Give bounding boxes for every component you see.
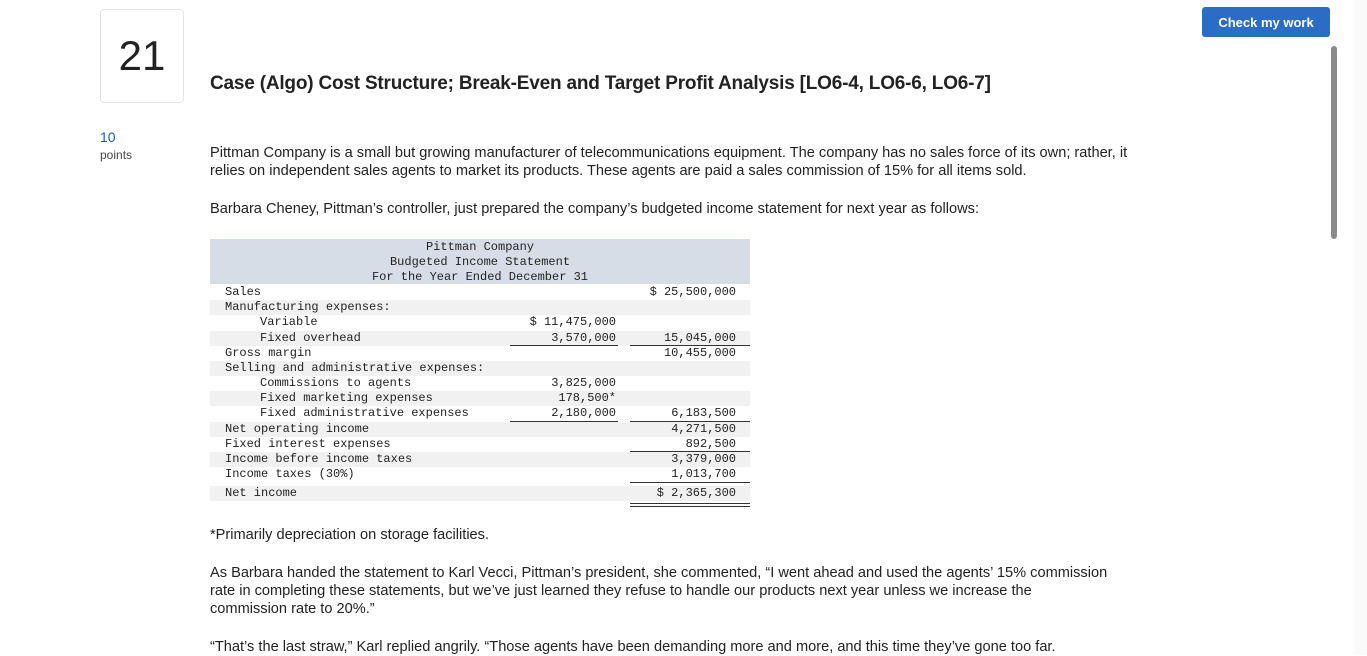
controller-paragraph: Barbara Cheney, Pittman’s controller, just prepared the company’s budgeted income statement for next year as follows:	[210, 201, 980, 217]
row-label: Fixed interest expenses	[225, 437, 391, 451]
row-label: Commissions to agents	[260, 376, 412, 390]
table-row	[210, 361, 750, 376]
row-label: Fixed overhead	[260, 331, 361, 345]
agent-paragraph: As Barbara handed the statement to Karl Vecci, Pittman’s president, she commented, “I went ahead and used the agents’ 15% commission rate in completing these statements, but we’ve just learned they refuse to handle our products next year unless we increase the commission rate to 20%.”	[210, 565, 1108, 617]
table-row	[210, 391, 750, 406]
points-value: 10	[100, 129, 116, 145]
statement-period: For the Year Ended December 31	[371, 270, 589, 284]
row-total: 15,045,000	[663, 331, 736, 345]
statement-company: Pittman Company	[425, 240, 535, 254]
row-amount: 2,180,000	[551, 406, 616, 420]
row-label: Variable	[260, 315, 318, 329]
table-row	[210, 452, 750, 467]
statement-heading	[210, 239, 750, 284]
subtotal-rule	[510, 345, 618, 346]
row-label: Net operating income	[225, 422, 370, 436]
scrollbar-track[interactable]	[1355, 0, 1367, 655]
subtotal-rule	[510, 421, 618, 422]
row-label: Net income	[225, 486, 298, 500]
table-row	[210, 285, 750, 300]
table-row	[210, 315, 750, 330]
reply-paragraph: “That’s the last straw,” Karl replied angrily. “Those agents have been demanding more and more, and this time they’ve gone too far.	[210, 639, 1056, 655]
check-my-work-button[interactable]: Check my work	[1202, 7, 1330, 37]
table-row	[210, 486, 750, 501]
table-row	[210, 376, 750, 391]
subtotal-rule	[630, 345, 750, 346]
row-amount: 178,500*	[558, 391, 616, 405]
table-row	[210, 437, 750, 452]
row-total: 6,183,500	[671, 406, 736, 420]
points-label: points	[100, 148, 133, 162]
subtotal-rule	[630, 421, 750, 422]
row-amount: 3,570,000	[551, 331, 616, 345]
row-label: Income before income taxes	[225, 452, 413, 466]
row-total: $ 2,365,300	[656, 486, 736, 500]
table-row	[210, 467, 750, 482]
subtotal-rule	[630, 482, 750, 483]
row-total: 4,271,500	[671, 422, 736, 436]
table-row	[210, 346, 750, 361]
row-label: Selling and administrative expenses:	[225, 361, 485, 375]
row-amount: $ 11,475,000	[529, 315, 616, 329]
row-label: Fixed marketing expenses	[260, 391, 433, 405]
double-rule-bottom	[630, 506, 750, 507]
question-title: Case (Algo) Cost Structure; Break-Even and Target Profit Analysis [LO6-4, LO6-6, LO6-7]	[210, 73, 991, 94]
table-row	[210, 422, 750, 437]
row-total: 10,455,000	[663, 346, 736, 360]
row-total: $ 25,500,000	[649, 285, 736, 299]
row-amount: 3,825,000	[551, 376, 616, 390]
intro-paragraph: Pittman Company is a small but growing manufacturer of telecommunications equipment. The company has no sales force of its own; rather, it relies on independent sales agents to market its products. These agents are paid a sales commission of 15% for all items sold.	[210, 145, 1128, 179]
row-label: Income taxes (30%)	[225, 467, 355, 481]
table-row	[210, 331, 750, 346]
scrollbar-thumb[interactable]	[1331, 46, 1337, 239]
income-statement-table	[210, 239, 750, 509]
question-number-box	[100, 9, 184, 103]
statement-title: Budgeted Income Statement	[389, 255, 571, 269]
row-total: 892,500	[685, 437, 736, 451]
row-label: Sales	[225, 285, 262, 299]
row-label: Fixed administrative expenses	[260, 406, 469, 420]
table-row	[210, 300, 750, 315]
footnote: *Primarily depreciation on storage facilities.	[210, 527, 490, 543]
row-total: 1,013,700	[671, 467, 736, 481]
question-number: 21	[118, 32, 166, 79]
double-rule-top	[630, 503, 750, 504]
row-label: Manufacturing expenses:	[225, 300, 391, 314]
row-label: Gross margin	[225, 346, 312, 360]
subtotal-rule	[630, 451, 750, 452]
row-total: 3,379,000	[671, 452, 736, 466]
table-row	[210, 406, 750, 421]
